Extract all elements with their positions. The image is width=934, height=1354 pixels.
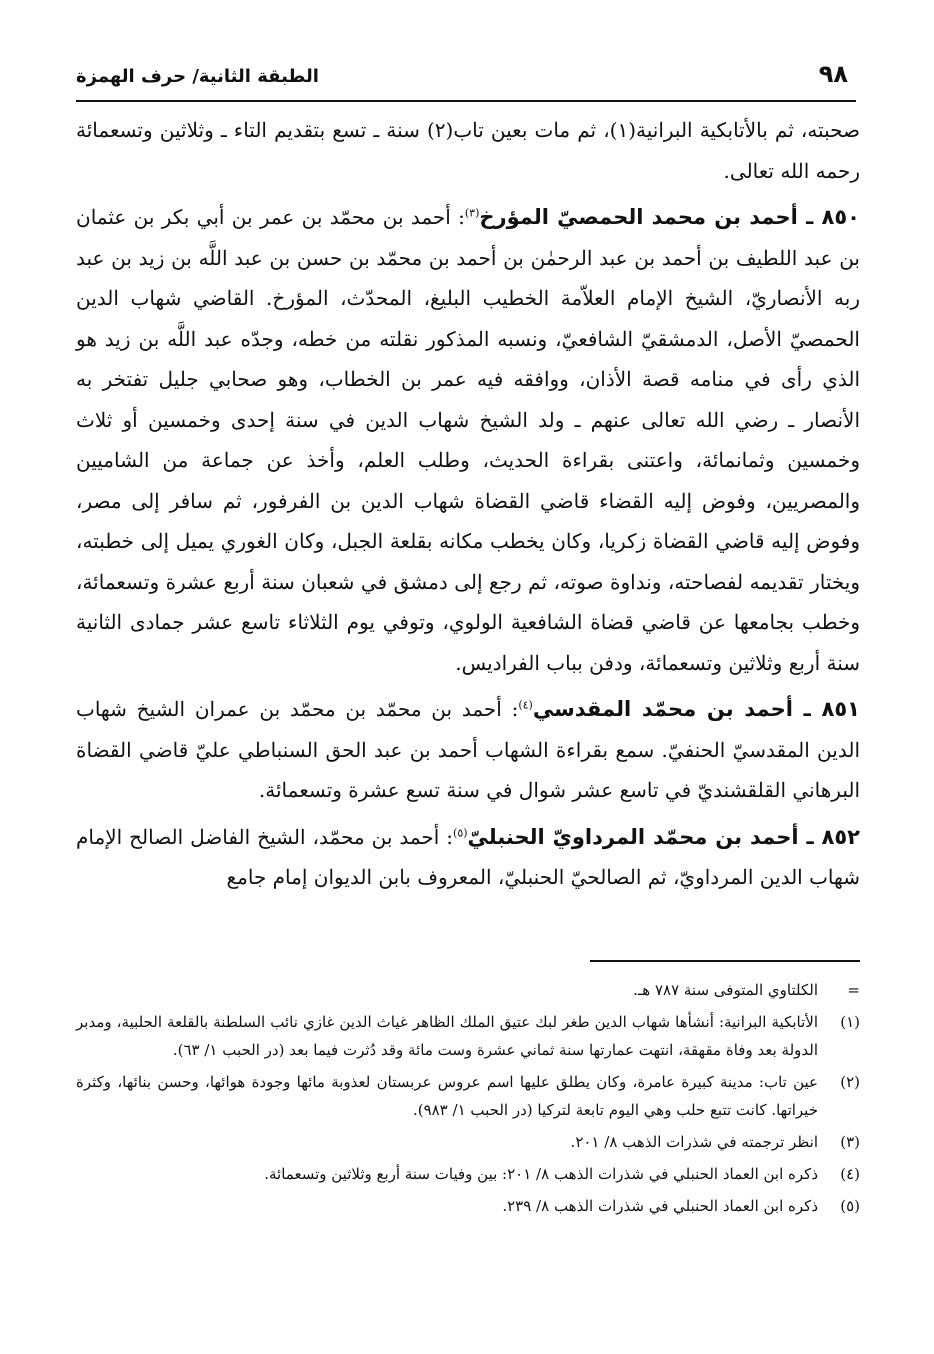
footnote-text: الأتابكية البرانية: أنشأها شهاب الدين طغر لبك عتيق الملك الظاهر غياث الدين غازي نائب السلطنة بالقلعة الحلبية، ومدبر الدولة بعد وفاة مقهقة، انتهت عمارتها سنة ثماني عشرة وست مائة وقد دُثرت فيما بعد (در الحبب ١/ ٦٣). — [76, 1013, 818, 1059]
entry-number: ٨٥٠ — [821, 205, 860, 229]
entry-name: أحمد بن محمّد المقدسي — [532, 697, 793, 721]
footnote-mark: (٤) — [840, 1165, 860, 1183]
footnote-mark: = — [847, 981, 860, 999]
entry-number: ٨٥١ — [821, 697, 860, 721]
entry-text: : أحمد بن محمّد، الشيخ الفاضل الصالح الإمام شهاب الدين المرداويّ، ثم الصالحيّ الحنبليّ، المعروف بابن الديوان إمام جامع — [76, 824, 860, 889]
footnote-text: عين تاب: مدينة كبيرة عامرة، وكان يطلق عليها اسم عروس عربستان لعذوبة مائها وجودة هوائها، وحسن بنائها، وكثرة خيراتها. كانت تتبع حلب وهي اليوم تابعة لتركيا (در الحبب ١/ ٩٨٣). — [76, 1073, 818, 1119]
footnote-text: انظر ترجمته في شذرات الذهب ٨/ ٢٠١. — [570, 1133, 818, 1151]
main-text — [76, 110, 860, 904]
entry-852: ٨٥٢ ـ أحمد بن محمّد المرداويّ الحنبليّ$^{(٥)}$: أحمد بن محمّد، الشيخ الفاضل الصالح الإمام شهاب الدين المرداويّ، ثم الصالحيّ الحنبليّ، المعروف بابن الديوان إمام جامع — [76, 824, 860, 889]
footnote-mark: (٢) — [840, 1073, 860, 1091]
entry-name: أحمد بن محمد الحمصيّ المؤرخ — [479, 205, 798, 229]
footnote-ref: (٣) — [464, 206, 480, 220]
footnote-3 — [76, 1128, 860, 1156]
footnote-1 — [76, 1008, 860, 1064]
entry-text: : أحمد بن محمّد بن محمّد بن عمران الشيخ شهاب الدين المقدسيّ الحنفيّ. سمع بقراءة الشهاب أحمد بن عبد الحق السنباطي عليّ قاضي القضاة البرهاني القلقشنديّ في تاسع عشر شوال في سنة تسع عشرة وتسعمائة. — [76, 697, 860, 802]
running-title: الطبقة الثانية/ حرف الهمزة — [76, 66, 319, 87]
footnote-2 — [76, 1068, 860, 1124]
continuation-paragraph: صحبته، ثم بالأتابكية البرانية(١)، ثم مات بعين تاب(٢) سنة ـ تسع بتقديم التاء ـ وثلاثين وتسعمائة رحمه الله تعالى. — [76, 118, 861, 183]
footnote-text: الكلتاوي المتوفى سنة ٧٨٧ هـ. — [633, 981, 818, 999]
footnote-4 — [76, 1160, 860, 1188]
footnote-continuation — [76, 976, 860, 1004]
entry-850: ٨٥٠ ـ أحمد بن محمد الحمصيّ المؤرخ$^{(٣)}$: أحمد بن محمّد بن عمر بن أبي بكر بن عثمان بن عبد اللطيف بن أحمد بن عبد الرحمٰن بن أحمد بن محمّد بن حسن بن عبد اللَّه بن زيد بن عبد ربه الأنصاريّ، الشيخ الإمام العلاّمة الخطيب البليغ، المحدّث، المؤرخ. القاضي شهاب الدين الحمصيّ الأصل، الدمشقيّ الشافعيّ، ونسبه المذكور نقلته من خطه، وجدّه عبد اللَّه بن زيد هو الذي رأى في منامه قصة الأذان، ووافقه فيه عمر بن الخطاب، وهو صحابي جليل تفتخر به الأنصار ـ رضي الله تعالى عنهم ـ ولد الشيخ شهاب الدين في سنة إحدى وخمسين أو ثلاث وخمسين وثمانمائة، واعتنى بقراءة الحديث، وطلب العلم، وأخذ عن جماعة من الشاميين والمصريين، وفوض إليه القضاء قاضي القضاة شهاب الدين بن الفرفور، ثم سافر إلى مصر، وفوض إليه قاضي القضاة زكريا، وكان يخطب مكانه بقلعة الجبل، وكان الغوري يميل إلى خطبته، ويختار تقديمه لفصاحته، ونداوة صوته، ثم رجع إلى دمشق في شعبان سنة أربع عشرة وتسعمائة، وخطب بجامعها عن قاضي قضاة الشافعية الولوي، وتوفي يوم الثلاثاء تاسع عشر جمادى الثانية سنة أربع وثلاثين وتسعمائة، ودفن بباب الفراديس. — [76, 205, 860, 675]
footnote-5 — [76, 1192, 860, 1220]
footnote-mark: (٥) — [840, 1197, 860, 1215]
entry-851: ٨٥١ ـ أحمد بن محمّد المقدسي$^{(٤)}$: أحمد بن محمّد بن محمّد بن عمران الشيخ شهاب الدين المقدسيّ الحنفيّ. سمع بقراءة الشهاب أحمد بن عبد الحق السنباطي عليّ قاضي القضاة البرهاني القلقشنديّ في تاسع عشر شوال في سنة تسع عشرة وتسعمائة. — [76, 697, 860, 802]
entry-text: : أحمد بن محمّد بن عمر بن أبي بكر بن عثمان بن عبد اللطيف بن أحمد بن عبد الرحمٰن بن أحمد بن محمّد بن حسن بن عبد اللَّه بن زيد بن عبد ربه الأنصاريّ، الشيخ الإمام العلاّمة الخطيب البليغ، المحدّث، المؤرخ. القاضي شهاب الدين الحمصيّ الأصل، الدمشقيّ الشافعيّ، ونسبه المذكور نقلته من خطه، وجدّه عبد اللَّه بن زيد هو الذي رأى في منامه قصة الأذان، ووافقه فيه عمر بن الخطاب، وهو صحابي جليل تفتخر به الأنصار ـ رضي الله تعالى عنهم ـ ولد الشيخ شهاب الدين في سنة إحدى وخمسين أو ثلاث وخمسين وثمانمائة، واعتنى بقراءة الحديث، وطلب العلم، وأخذ عن جماعة من الشاميين والمصريين، وفوض إليه القضاء قاضي القضاة شهاب الدين بن الفرفور، ثم سافر إلى مصر، وفوض إليه قاضي القضاة زكريا، وكان يخطب مكانه بقلعة الجبل، وكان الغوري يميل إلى خطبته، ويختار تقديمه لفصاحته، ونداوة صوته، ثم رجع إلى دمشق في شعبان سنة أربع عشرة وتسعمائة، وخطب بجامعها عن قاضي قضاة الشافعية الولوي، وتوفي يوم الثلاثاء تاسع عشر جمادى الثانية سنة أربع وثلاثين وتسعمائة، ودفن بباب الفراديس. — [76, 205, 860, 675]
footnote-ref: (٤) — [518, 698, 533, 712]
footnote-ref: (٥) — [453, 825, 468, 839]
entry-number: ٨٥٢ — [821, 824, 860, 849]
footnote-mark: (٣) — [840, 1133, 860, 1151]
footnote-mark: (١) — [840, 1013, 860, 1031]
entry-name: أحمد بن محمّد المرداويّ الحنبليّ — [467, 824, 799, 849]
footnote-divider — [590, 960, 860, 962]
footnote-text: ذكره ابن العماد الحنبلي في شذرات الذهب ٨/ ٢٣٩. — [502, 1197, 818, 1215]
page-number: ٩٨ — [818, 60, 848, 88]
footnote-text: ذكره ابن العماد الحنبلي في شذرات الذهب ٨/ ٢٠١: بين وفيات سنة أربع وثلاثين وتسعمائة. — [264, 1165, 818, 1183]
page-header — [76, 56, 856, 102]
footnotes — [76, 960, 860, 1224]
